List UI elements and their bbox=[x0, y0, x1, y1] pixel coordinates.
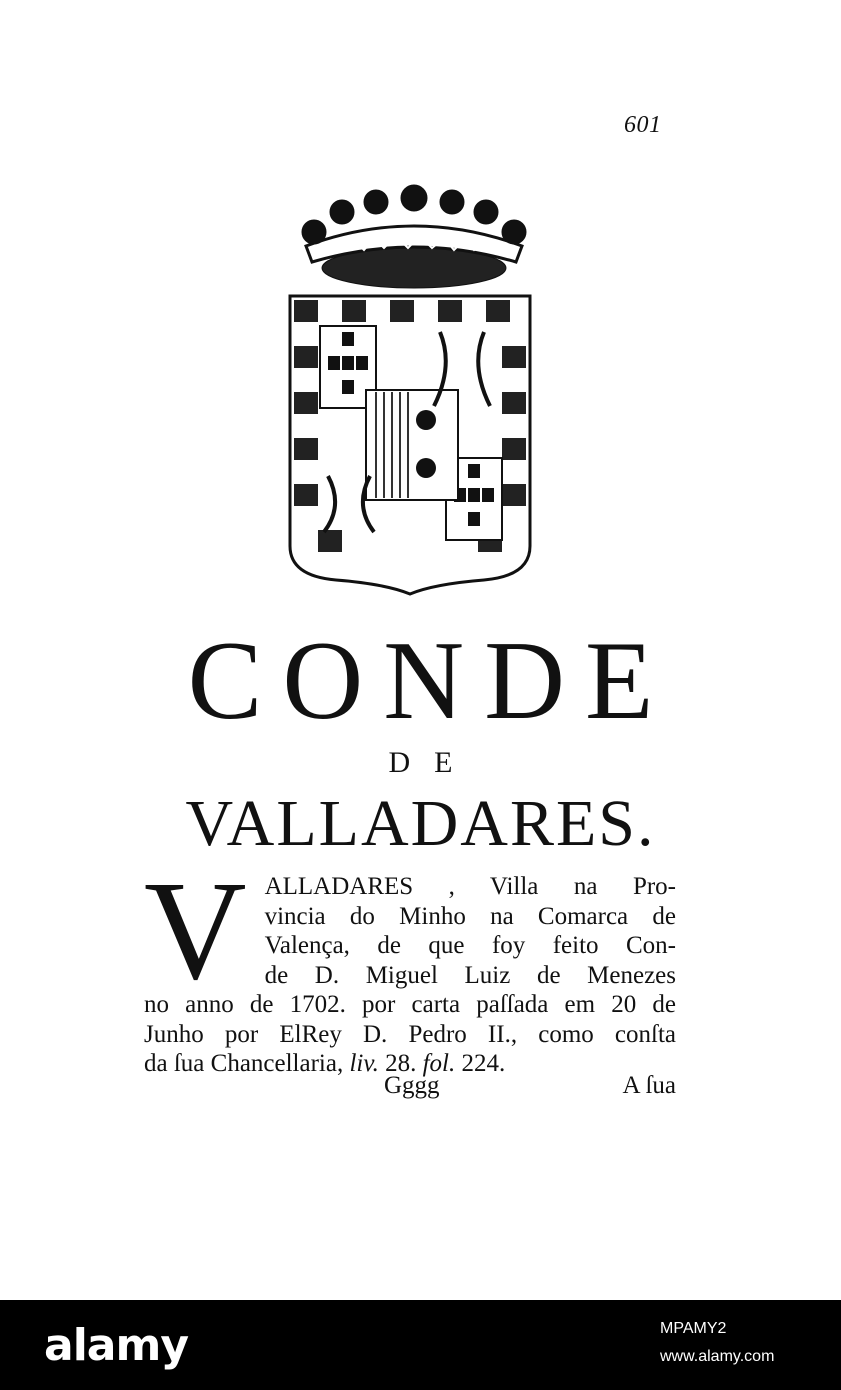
catchword: A ſua bbox=[622, 1072, 676, 1099]
watermark-footer bbox=[0, 1300, 841, 1390]
coat-of-arms-image bbox=[284, 176, 544, 596]
text-line: de D. Miguel Luiz de Menezes bbox=[264, 961, 676, 989]
entry-paragraph bbox=[144, 851, 676, 1079]
drop-cap: V bbox=[144, 851, 247, 1009]
image-id: MPAMY2 bbox=[660, 1320, 727, 1337]
shield-icon bbox=[290, 296, 530, 594]
text-line: vincia do Minho na Comarca de bbox=[264, 902, 676, 930]
crown-icon bbox=[302, 185, 526, 288]
text-line-last: da ſua Chancellaria, liv. 28. fol. 224. bbox=[144, 1050, 506, 1077]
signature-mark: Gggg bbox=[384, 1072, 440, 1099]
text-line: Valença, de que foy feito Con- bbox=[264, 932, 676, 959]
text-line: no anno de 1702. por carta paſſada em 20 de bbox=[144, 991, 676, 1018]
heading-title: CONDE bbox=[187, 619, 674, 743]
heading-connector: DE bbox=[388, 746, 477, 779]
text-line: ALLADARES , Villa na Pro- bbox=[264, 873, 676, 900]
heading-place: VALLADARES. bbox=[185, 787, 656, 860]
site-url: www.alamy.com bbox=[660, 1348, 775, 1365]
page-number: 601 bbox=[624, 112, 662, 138]
text-line: Junho por ElRey D. Pedro II., como conſta bbox=[144, 1020, 676, 1048]
alamy-logo: alamy bbox=[44, 1320, 188, 1371]
